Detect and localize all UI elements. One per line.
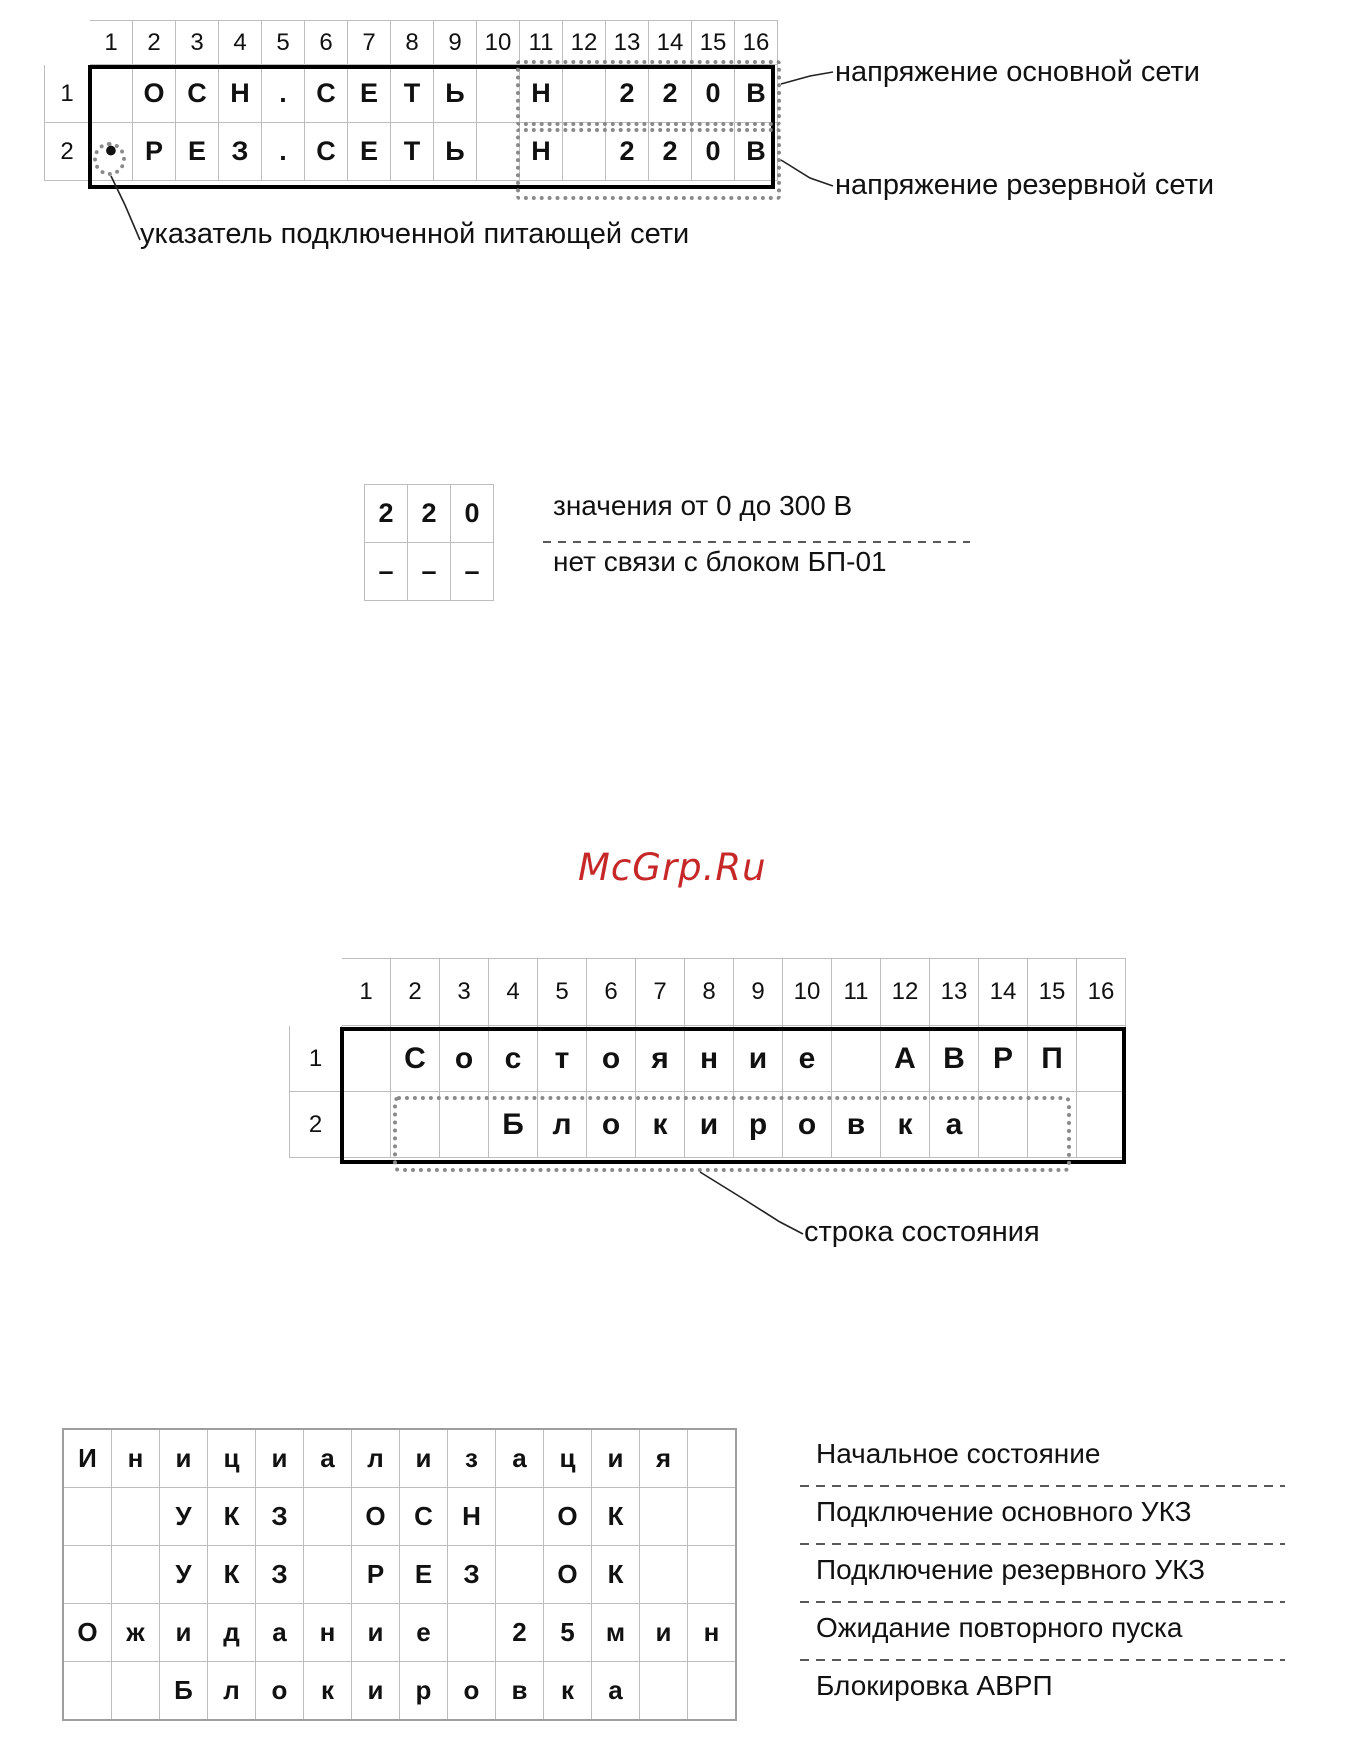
lcd-cell: К xyxy=(592,1546,640,1604)
column-number: 5 xyxy=(538,959,587,1026)
column-number: 13 xyxy=(606,21,649,65)
column-number: 11 xyxy=(520,21,563,65)
lcd-cell: Р xyxy=(133,123,176,181)
lcd-cell: о xyxy=(256,1662,304,1721)
column-number: 6 xyxy=(587,959,636,1026)
lcd-cell: – xyxy=(451,543,494,601)
column-number: 1 xyxy=(90,21,133,65)
lcd-cell: Н xyxy=(520,65,563,123)
lcd-cell: Е xyxy=(348,65,391,123)
column-number: 9 xyxy=(734,959,783,1026)
state-label: Блокировка АВРП xyxy=(816,1670,1053,1701)
column-number: 3 xyxy=(176,21,219,65)
lcd-cell: . xyxy=(262,65,305,123)
column-number: 4 xyxy=(219,21,262,65)
column-number: 2 xyxy=(133,21,176,65)
lcd-cell: к xyxy=(304,1662,352,1721)
row-number: 2 xyxy=(45,123,90,181)
lcd-cell: н xyxy=(685,1026,734,1092)
lcd-cell: и xyxy=(640,1604,688,1662)
column-number: 8 xyxy=(685,959,734,1026)
lcd-cell: 0 xyxy=(692,123,735,181)
lcd-cell: . xyxy=(262,123,305,181)
lcd-cell: И xyxy=(63,1429,112,1488)
label-no-link: нет связи с блоком БП-01 xyxy=(553,546,887,577)
column-number: 7 xyxy=(636,959,685,1026)
lcd-cell: Б xyxy=(489,1092,538,1158)
lcd-cell: Н xyxy=(520,123,563,181)
lcd-cell: О xyxy=(544,1488,592,1546)
lcd-cell: К xyxy=(208,1488,256,1546)
lcd-cell: н xyxy=(304,1604,352,1662)
lcd-cell: О xyxy=(352,1488,400,1546)
lcd-cell: а xyxy=(592,1662,640,1721)
lcd-cell: С xyxy=(400,1488,448,1546)
lcd-cell: С xyxy=(176,65,219,123)
column-number: 8 xyxy=(391,21,434,65)
leader-pointer xyxy=(111,176,140,240)
lcd-cell: Р xyxy=(352,1546,400,1604)
lcd-cell: 2 xyxy=(408,485,451,543)
lcd-cell: л xyxy=(208,1662,256,1721)
lcd-cell: 2 xyxy=(606,123,649,181)
lcd-cell: и xyxy=(685,1092,734,1158)
column-number: 4 xyxy=(489,959,538,1026)
lcd-cell: 0 xyxy=(692,65,735,123)
column-number: 16 xyxy=(735,21,778,65)
lcd-cell: В xyxy=(735,123,778,181)
lcd-cell: ц xyxy=(208,1429,256,1488)
lcd-cell: О xyxy=(133,65,176,123)
lcd-cell: С xyxy=(305,65,348,123)
lcd-cell: Б xyxy=(160,1662,208,1721)
lcd-cell: Н xyxy=(219,65,262,123)
column-number: 10 xyxy=(477,21,520,65)
leader-reserve-voltage xyxy=(781,160,833,186)
lcd-cell: 0 xyxy=(451,485,494,543)
lcd-cell: и xyxy=(352,1604,400,1662)
column-number: 15 xyxy=(1028,959,1077,1026)
lcd-cell: Т xyxy=(391,65,434,123)
lcd-cell: П xyxy=(1028,1026,1077,1092)
lcd-cell: я xyxy=(636,1026,685,1092)
lcd-cell: С xyxy=(305,123,348,181)
column-number: 10 xyxy=(783,959,832,1026)
lcd-cell: к xyxy=(636,1092,685,1158)
column-number: 12 xyxy=(881,959,930,1026)
lcd-cell: Ь xyxy=(434,123,477,181)
lcd-cell: С xyxy=(391,1026,440,1092)
lcd-cell: з xyxy=(448,1429,496,1488)
lcd-cell: Е xyxy=(176,123,219,181)
lcd-cell: о xyxy=(448,1662,496,1721)
lcd-cell: В xyxy=(930,1026,979,1092)
leader-main-voltage xyxy=(781,72,833,84)
lcd-cell: Е xyxy=(400,1546,448,1604)
lcd-cell: – xyxy=(365,543,408,601)
state-label: Подключение резервного УКЗ xyxy=(816,1554,1206,1585)
lcd-cell: Т xyxy=(391,123,434,181)
row-number: 1 xyxy=(290,1026,342,1092)
lcd-cell: З xyxy=(256,1488,304,1546)
lcd-cell: р xyxy=(734,1092,783,1158)
state-label: Ожидание повторного пуска xyxy=(816,1612,1183,1643)
lcd-cell: В xyxy=(735,65,778,123)
lcd-cell: 2 xyxy=(649,123,692,181)
lcd-cell: и xyxy=(160,1429,208,1488)
lcd-cell: в xyxy=(496,1662,544,1721)
lcd-cell: я xyxy=(640,1429,688,1488)
lcd-cell: Р xyxy=(979,1026,1028,1092)
label-reserve-voltage: напряжение резервной сети xyxy=(835,169,1215,201)
lcd-cell: О xyxy=(544,1546,592,1604)
lcd-cell: л xyxy=(538,1092,587,1158)
lcd-cell: Ь xyxy=(434,65,477,123)
lcd-cell: и xyxy=(400,1429,448,1488)
lcd-cell: о xyxy=(587,1026,636,1092)
lcd-cell: 2 xyxy=(606,65,649,123)
column-number: 1 xyxy=(342,959,391,1026)
column-number: 16 xyxy=(1077,959,1126,1026)
lcd-cell: и xyxy=(734,1026,783,1092)
lcd-cell: З xyxy=(256,1546,304,1604)
lcd-cell: к xyxy=(881,1092,930,1158)
lcd-cell: р xyxy=(400,1662,448,1721)
column-number: 15 xyxy=(692,21,735,65)
lcd-cell: и xyxy=(256,1429,304,1488)
lcd-cell: О xyxy=(63,1604,112,1662)
column-number: 9 xyxy=(434,21,477,65)
lcd-cell: д xyxy=(208,1604,256,1662)
lcd-cell: а xyxy=(930,1092,979,1158)
column-number: 6 xyxy=(305,21,348,65)
lcd-cell: с xyxy=(489,1026,538,1092)
lcd-cell: К xyxy=(592,1488,640,1546)
lcd-cell: З xyxy=(219,123,262,181)
lcd-cell: к xyxy=(544,1662,592,1721)
active-network-pointer: • xyxy=(90,123,133,181)
row-number: 1 xyxy=(45,65,90,123)
lcd-cell: З xyxy=(448,1546,496,1604)
lcd-cell: Н xyxy=(448,1488,496,1546)
lcd-cell: а xyxy=(304,1429,352,1488)
lcd-cell: а xyxy=(256,1604,304,1662)
lcd-cell: м xyxy=(592,1604,640,1662)
lcd-cell: е xyxy=(783,1026,832,1092)
lcd-cell: и xyxy=(352,1662,400,1721)
label-voltage-range: значения от 0 до 300 В xyxy=(553,490,853,521)
lcd-cell: 2 xyxy=(365,485,408,543)
lcd-cell: – xyxy=(408,543,451,601)
lcd-cell: т xyxy=(538,1026,587,1092)
state-label: Начальное состояние xyxy=(816,1438,1101,1469)
lcd-cell: У xyxy=(160,1488,208,1546)
column-number: 2 xyxy=(391,959,440,1026)
column-number: 3 xyxy=(440,959,489,1026)
lcd-cell: е xyxy=(400,1604,448,1662)
label-status-line: строка состояния xyxy=(804,1216,1040,1248)
lcd-cell: н xyxy=(688,1604,737,1662)
lcd-cell: А xyxy=(881,1026,930,1092)
watermark: McGrp.Ru xyxy=(578,846,767,889)
column-number: 11 xyxy=(832,959,881,1026)
label-main-voltage: напряжение основной сети xyxy=(835,56,1201,88)
lcd-cell: Е xyxy=(348,123,391,181)
lcd-cell: У xyxy=(160,1546,208,1604)
lcd-cell: 2 xyxy=(496,1604,544,1662)
column-number: 14 xyxy=(649,21,692,65)
lcd-cell: л xyxy=(352,1429,400,1488)
row-number: 2 xyxy=(290,1092,342,1158)
state-label: Подключение основного УКЗ xyxy=(816,1496,1192,1527)
column-number: 7 xyxy=(348,21,391,65)
lcd-cell: ц xyxy=(544,1429,592,1488)
lcd-cell: 2 xyxy=(649,65,692,123)
lcd-cell: ж xyxy=(112,1604,160,1662)
column-number: 14 xyxy=(979,959,1028,1026)
lcd-cell: а xyxy=(496,1429,544,1488)
lcd-cell: и xyxy=(160,1604,208,1662)
lcd-cell: н xyxy=(112,1429,160,1488)
label-active-network-pointer: указатель подключенной питающей сети xyxy=(140,218,690,250)
column-number: 13 xyxy=(930,959,979,1026)
lcd-cell: в xyxy=(832,1092,881,1158)
lcd-cell: о xyxy=(440,1026,489,1092)
lcd-cell: 5 xyxy=(544,1604,592,1662)
column-number: 5 xyxy=(262,21,305,65)
lcd-cell: о xyxy=(587,1092,636,1158)
column-number: 12 xyxy=(563,21,606,65)
leader-status-line xyxy=(700,1172,803,1234)
lcd-cell: К xyxy=(208,1546,256,1604)
lcd-cell: о xyxy=(783,1092,832,1158)
lcd-cell: и xyxy=(592,1429,640,1488)
